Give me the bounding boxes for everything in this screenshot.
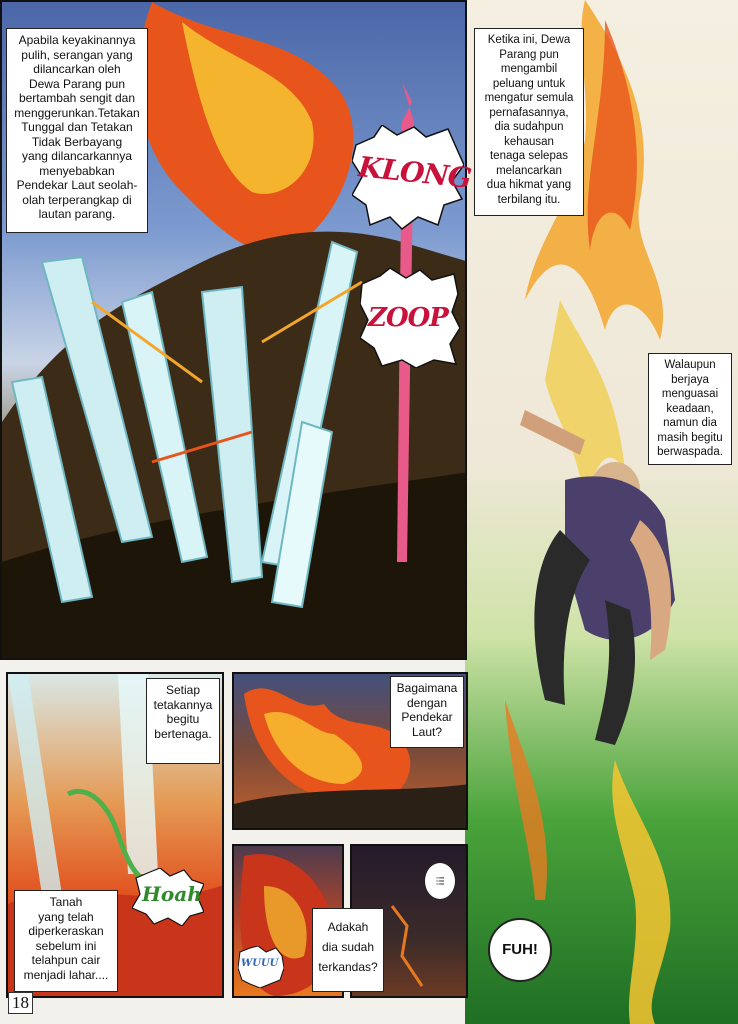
sfx-zoop: ZOOP	[368, 303, 448, 333]
caption-top-right: Ketika ini, Dewa Parang pun mengambil peluang untuk mengatur semula pernafasannya, dia sudahpun kehausan tenaga selepas melancarkan dua hikmat yang terbilang itu.	[474, 28, 584, 216]
caption-panel5: Adakah dia sudah terkandas?	[312, 908, 384, 992]
caption-right-mid: Walaupun berjaya menguasai keadaan, namun dia masih begitu berwaspada.	[648, 353, 732, 465]
exclaim-bubble	[424, 862, 456, 900]
caption-top-left: Apabila keyakinannya pulih, serangan yang dilancarkan oleh Dewa Parang pun bertambah sengit dan menggerunkan.Tetakan Tunggal dan Tetakan Tidak Berbayang yang dilancarkannya menyebabkan Pendekar Laut seolah- olah terperangkap di lautan parang.	[6, 28, 148, 233]
caption-panel2-top: Setiap tetakannya begitu bertenaga.	[146, 678, 220, 764]
fuh-text: FUH!	[502, 941, 538, 958]
fuh-bubble	[488, 918, 552, 982]
page-number: 18	[8, 992, 33, 1014]
sfx-hoah: Hoah	[142, 882, 202, 906]
caption-panel2-bottom: Tanah yang telah diperkeraskan sebelum ini telahpun cair menjadi lahar....	[14, 890, 118, 992]
caption-panel3: Bagaimana dengan Pendekar Laut?	[390, 676, 464, 748]
sfx-klong: KLONG	[356, 150, 473, 195]
exclaim-text: !!!	[433, 876, 446, 886]
sfx-wuuu: WUUU	[241, 958, 279, 969]
